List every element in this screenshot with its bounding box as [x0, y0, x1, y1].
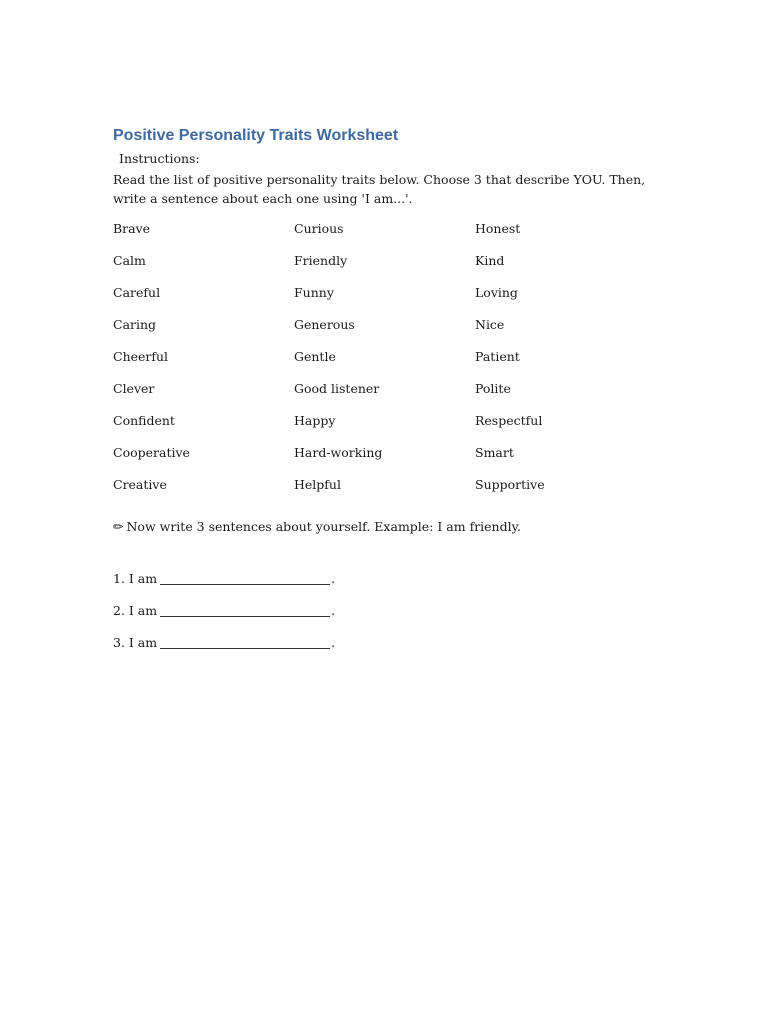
trait-cell: Curious [294, 221, 344, 236]
trait-cell: Loving [475, 285, 518, 300]
sentence-line [113, 602, 673, 634]
sentence-prefix: 1. I am [113, 571, 158, 586]
sentence-suffix: . [331, 571, 336, 586]
trait-cell: Confident [113, 413, 175, 428]
trait-cell: Patient [475, 349, 520, 364]
trait-cell: Careful [113, 285, 161, 300]
trait-cell: Creative [113, 477, 167, 492]
trait-cell: Helpful [294, 477, 341, 492]
answer-blank[interactable] [160, 602, 330, 617]
trait-cell: Hard-working [294, 445, 383, 460]
sentence-prefix: 3. I am [113, 635, 158, 650]
traits-table [113, 220, 673, 508]
trait-cell: Generous [294, 317, 355, 332]
prompt-text: Now write 3 sentences about yourself. Example: I am friendly. [126, 519, 521, 534]
sentence-line [113, 570, 673, 602]
trait-cell: Cheerful [113, 349, 169, 364]
trait-cell: Gentle [294, 349, 336, 364]
trait-cell: Supportive [475, 477, 545, 492]
trait-cell: Happy [294, 413, 336, 428]
trait-cell: Kind [475, 253, 505, 268]
worksheet-title: Positive Personality Traits Worksheet [113, 127, 399, 144]
sentence-list [113, 570, 673, 666]
trait-cell: Friendly [294, 253, 348, 268]
instructions-text: Read the list of positive personality traits below. Choose 3 that describe YOU. Then, write a sentence about each one using 'I am...'. [113, 172, 646, 206]
trait-cell: Nice [475, 317, 505, 332]
trait-cell: Brave [113, 221, 151, 236]
sentence-line [113, 634, 673, 666]
answer-blank[interactable] [160, 634, 330, 649]
trait-cell: Polite [475, 381, 511, 396]
trait-cell: Honest [475, 221, 521, 236]
trait-cell: Good listener [294, 381, 380, 396]
writing-prompt [113, 518, 673, 536]
trait-cell: Respectful [475, 413, 543, 428]
worksheet-page [113, 126, 673, 666]
sentence-suffix: . [331, 603, 336, 618]
pencil-icon: ✏ [113, 519, 124, 534]
sentence-prefix: 2. I am [113, 603, 158, 618]
trait-cell: Smart [475, 445, 514, 460]
instructions-label: Instructions: [119, 151, 200, 166]
trait-cell: Calm [113, 253, 146, 268]
answer-blank[interactable] [160, 570, 330, 585]
sentence-suffix: . [331, 635, 336, 650]
trait-cell: Clever [113, 381, 155, 396]
trait-cell: Funny [294, 285, 334, 300]
trait-cell: Cooperative [113, 445, 190, 460]
trait-cell: Caring [113, 317, 157, 332]
